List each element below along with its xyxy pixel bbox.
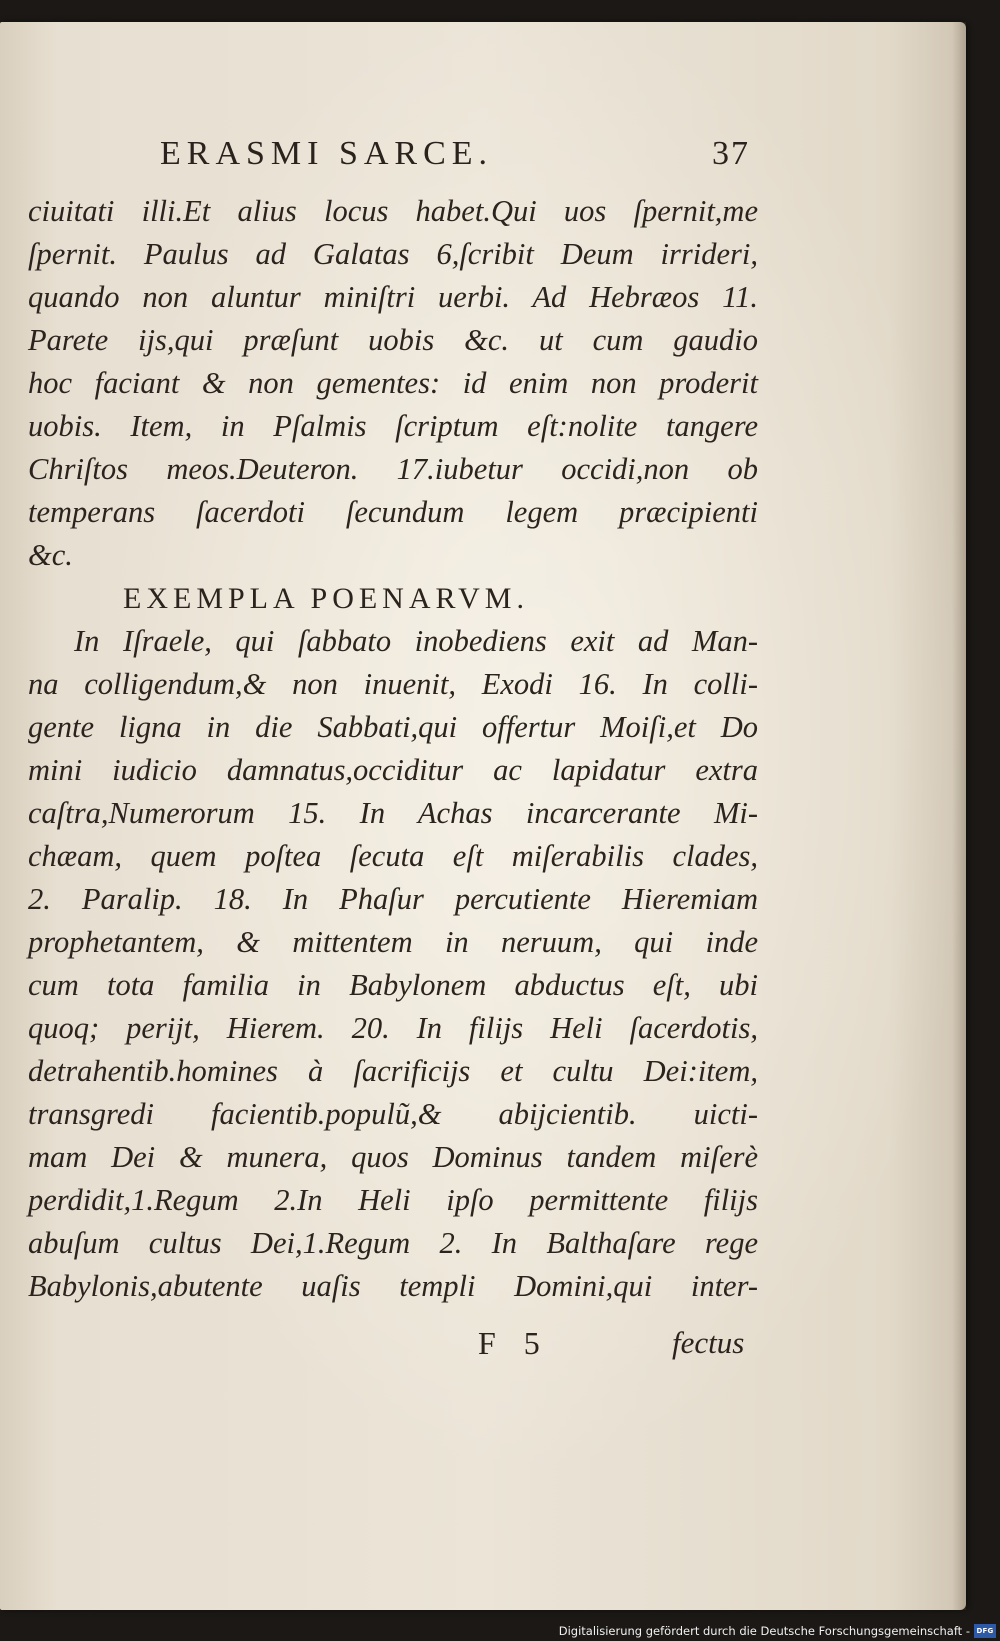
footer-bar (0, 1619, 1000, 1641)
text-line: cum tota familia in Babylonem abductus eſt, ubi (28, 968, 758, 1002)
page-header (160, 135, 750, 175)
text-line: caſtra,Numerorum 15. In Achas incarcerante Mi- (28, 796, 758, 830)
text-line: &c. (28, 538, 73, 572)
text-line: detrahentib.homines à ſacrificijs et cultu Dei:item, (28, 1054, 758, 1088)
text-line: temperans ſacerdoti ſecundum legem præcipienti (28, 495, 758, 529)
text-line: mini iudicio damnatus,occiditur ac lapidatur extra (28, 753, 758, 787)
text-line: 2. Paralip. 18. In Phaſur percutiente Hieremiam (28, 882, 758, 916)
text-line: Babylonis,abutente uaſis templi Domini,qui inter- (28, 1269, 758, 1303)
footer-credit: Digitalisierung gefördert durch die Deutsche Forschungsgemeinschaft - (558, 1624, 970, 1638)
text-line: prophetantem, & mittentem in neruum, qui inde (28, 925, 758, 959)
book-page (0, 22, 966, 1610)
text-line: Chriſtos meos.Deuteron. 17.iubetur occidi,non ob (28, 452, 758, 486)
running-head: ERASMI SARCE. (160, 135, 494, 172)
text-line: uobis. Item, in Pſalmis ſcriptum eſt:nolite tangere (28, 409, 758, 443)
text-line: na colligendum,& non inuenit, Exodi 16. In colli- (28, 667, 758, 701)
text-line: In Iſraele, qui ſabbato inobediens exit ad Man- (74, 624, 758, 658)
text-line: abuſum cultus Dei,1.Regum 2. In Balthaſare rege (28, 1226, 758, 1260)
text-line: ſpernit. Paulus ad Galatas 6,ſcribit Deum irrideri, (28, 237, 758, 271)
text-line: mam Dei & munera, quos Dominus tandem miſerè (28, 1140, 758, 1174)
page-edge-shadow (952, 22, 966, 1610)
catchword: fectus (672, 1325, 745, 1360)
text-line: perdidit,1.Regum 2.In Heli ipſo permittente filijs (28, 1183, 758, 1217)
text-line: hoc faciant & non gementes: id enim non proderit (28, 366, 758, 400)
signature-mark: F 5 (478, 1325, 550, 1361)
text-line: Parete ijs,qui præſunt uobis &c. ut cum gaudio (28, 323, 758, 357)
text-line: transgredi facientib.populũ,& abijcientib. uicti- (28, 1097, 758, 1131)
text-line: quoq; perijt, Hierem. 20. In filijs Heli ſacerdotis, (28, 1011, 758, 1045)
dfg-logo: DFG (974, 1624, 996, 1638)
text-line: ciuitati illi.Et alius locus habet.Qui uos ſpernit,me (28, 194, 758, 228)
text-line: chæam, quem poſtea ſecuta eſt miſerabilis clades, (28, 839, 758, 873)
page-number: 37 (712, 135, 750, 172)
text-line: quando non aluntur miniſtri uerbi. Ad Hebræos 11. (28, 280, 758, 314)
section-heading: EXEMPLA POENARVM. (123, 582, 529, 615)
text-line: gente ligna in die Sabbati,qui offertur Moiſi,et Do (28, 710, 758, 744)
body-text (28, 190, 758, 1308)
